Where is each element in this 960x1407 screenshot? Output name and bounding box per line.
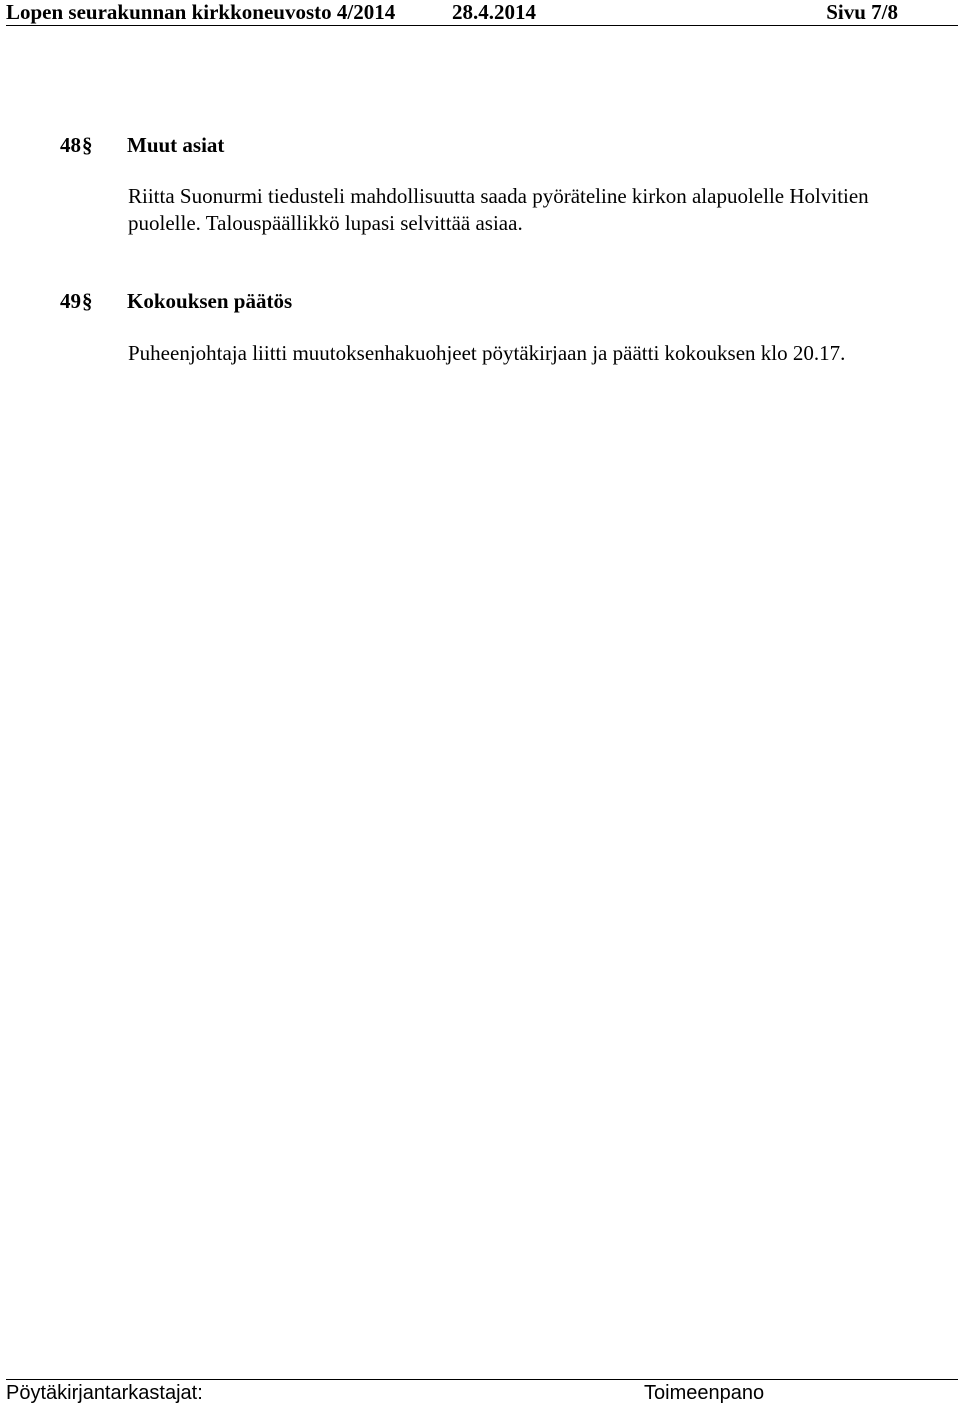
footer-implementation-label: Toimeenpano: [644, 1382, 765, 1404]
section-title: Kokouksen päätös: [127, 289, 293, 313]
section-49-line-1: Puheenjohtaja liitti muutoksenhakuohjeet pöytäkirjaan ja päätti kokouksen klo 20.17.: [128, 341, 846, 365]
section-symbol: §: [82, 289, 93, 313]
page-header: [6, 0, 958, 25]
section-number: 48: [60, 133, 81, 157]
footer-divider: [6, 1379, 958, 1380]
section-title: Muut asiat: [127, 133, 225, 157]
section-48-line-1: Riitta Suonurmi tiedusteli mahdollisuutta saada pyöräteline kirkon alapuolelle Holvitien: [128, 184, 869, 208]
document-title: Lopen seurakunnan kirkkoneuvosto 4/2014: [6, 0, 396, 24]
section-symbol: §: [82, 133, 93, 157]
section-48-line-2: puolelle. Talouspäällikkö lupasi selvittää asiaa.: [128, 211, 523, 235]
page-number: Sivu 7/8: [826, 0, 898, 24]
meeting-date: 28.4.2014: [452, 0, 536, 24]
section-number: 49: [60, 289, 81, 313]
header-divider: [6, 25, 958, 26]
footer-reviewers-label: Pöytäkirjantarkastajat:: [6, 1382, 203, 1404]
